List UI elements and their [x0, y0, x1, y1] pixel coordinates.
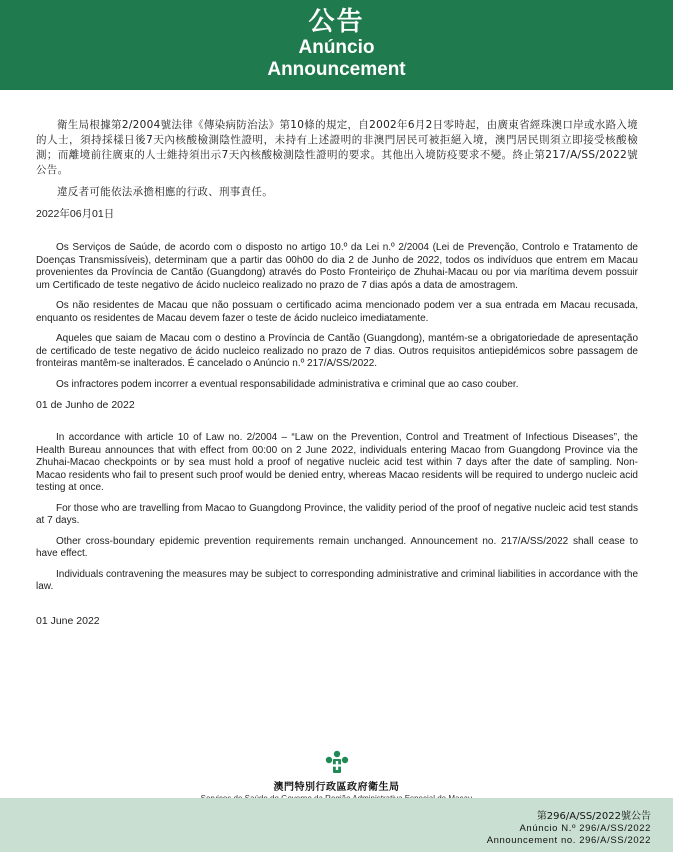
english-date: 01 June 2022 — [36, 614, 100, 627]
reference-english: Announcement no. 296/A/SS/2022 — [486, 834, 651, 846]
english-paragraph-3: Other cross-boundary epidemic prevention requirements remain unchanged. Announcement no. 217/A/SS/2022 shall cease to have effect. — [36, 535, 638, 559]
reference-portuguese: Anúncio N.º 296/A/SS/2022 — [519, 823, 651, 834]
announcement-reference — [487, 810, 651, 846]
chinese-date: 2022年06月01日 — [36, 208, 115, 220]
english-paragraph-1: In accordance with article 10 of Law no. 2/2004 – “Law on the Prevention, Control and Treatment of Infectious Diseases”, the Health Bureau announces that with effect from 00:00 on 2 June 2022, individuals entering Macao from Guangdong Province via the Zhuhai-Macao checkpoints or by sea must hold a proof of negative nucleic acid test within 7 days after the date of sampling. Non-Macao residents who fail to present such proof would be denied entry, whereas Macao residents will be required to undergo nucleic acid testing at once. — [36, 432, 638, 493]
organization-name-chinese: 澳門特別行政區政府衛生局 — [273, 782, 400, 793]
reference-chinese: 第296/A/SS/2022號公告 — [536, 811, 651, 822]
organization-signature — [0, 748, 673, 804]
title-chinese: 公告 — [308, 7, 365, 37]
english-paragraph-2: For those who are travelling from Macao to Guangdong Province, the validity period of the proof of negative nucleic acid test stands at 7 days. — [36, 502, 638, 526]
title-english: Announcement — [267, 59, 406, 80]
chinese-paragraph-1: 衛生局根據第2/2004號法律《傳染病防治法》第10條的規定，自2002年6月2日零時起，由廣東省經珠澳口岸或水路入境的人士，須持採樣日後7天內核酸檢測陰性證明，未持有上述證明的非澳門居民可被拒絕入境，澳門居民則須立即接受核酸檢測；而離境前往廣東的人士維持須出示7天內核酸檢測陰性證明的要求。其他出入境防疫要求不變。終止第217/A/SS/2022號公告。 — [36, 119, 638, 176]
portuguese-paragraph-2: Os não residentes de Macau que não possuam o certificado acima mencionado podem ver a sua entrada em Macau recusada, enquanto os residentes de Macau devem fazer o teste de ácido nucleico imediatamente. — [36, 300, 638, 324]
portuguese-paragraph-1: Os Serviços de Saúde, de acordo com o disposto no artigo 10.º da Lei n.º 2/2004 (Lei de Prevenção, Controlo e Tratamento de Doenças Transmissíveis), determinam que a partir das 00h00 do dia 2 de Junho de 2022, todos os indivíduos que entrem em Macau provenientes da Província de Cantão (Guangdong) através do Posto Fronteiriço de Zhuhai-Macau ou por via marítima devem possuir um Certificado de teste negativo de ácido nucleico realizado no prazo de 7 dias após a data de amostragem. — [36, 242, 638, 291]
title-portuguese: Anúncio — [298, 37, 375, 58]
announcement-body — [36, 118, 638, 628]
portuguese-date: 01 de Junho de 2022 — [36, 399, 135, 411]
chinese-paragraph-2: 違反者可能依法承擔相應的行政、刑事責任。 — [57, 186, 273, 198]
announcement-header — [0, 0, 673, 90]
english-paragraph-4: Individuals contravening the measures may be subject to corresponding administrative and criminal liabilities in accordance with the law. — [36, 568, 638, 592]
announcement-footer — [0, 798, 673, 852]
portuguese-paragraph-3: Aqueles que saiam de Macau com o destino a Província de Cantão (Guangdong), mantém-se a obrigatoriedade de apresentação de certificado de teste negativo de ácido nucleico realizado no prazo de 7 dias. Outros requisitos antiepidémicos sobre passagem de fronteiras mantêm-se inalterados. É cancelado o Anúncio n.º 217/A/SS/2022. — [36, 333, 638, 369]
portuguese-paragraph-4: Os infractores podem incorrer a eventual responsabilidade administrativa e criminal que ao caso couber. — [56, 378, 519, 390]
health-bureau-logo-icon — [322, 748, 352, 776]
